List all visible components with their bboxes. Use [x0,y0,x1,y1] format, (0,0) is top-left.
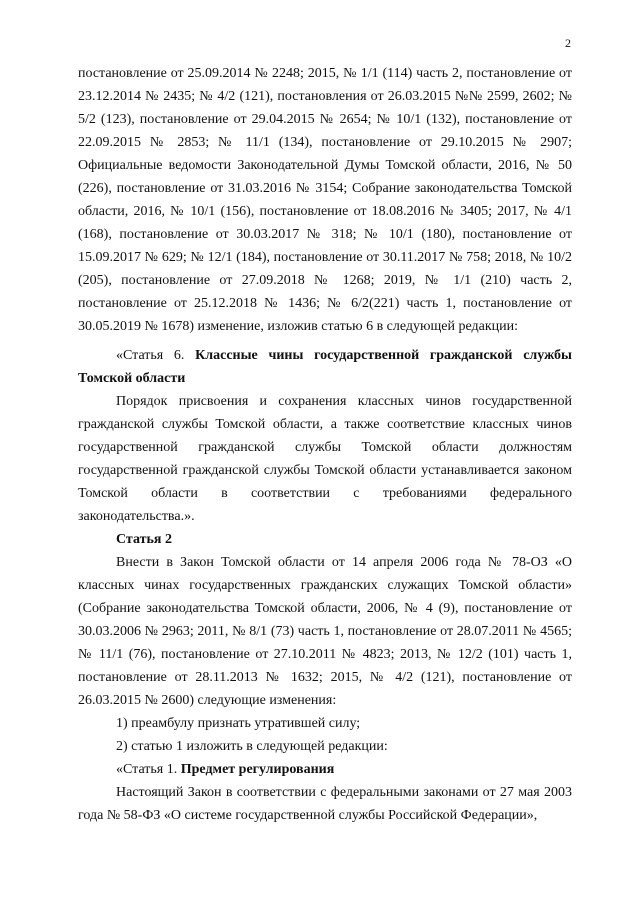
document-body [78,62,572,827]
article-6-title: Классные чины государственной гражданской службы Томской области [78,348,572,386]
article-1-prefix: «Статья 1. [116,762,181,777]
page-number: 2 [565,36,571,50]
paragraph-article-1-title [78,758,572,781]
paragraph-article-2-text: Внести в Закон Томской области от 14 апреля 2006 года № 78-ОЗ «О классных чинах государственных гражданских служащих Томской области» (Собрание законодательства Томской области, 2006, № 4 (9), постановление от 30.03.2006 № 2963; 2011, № 8/1 (73) часть 1, постановление от 28.07.2011 № 4565; № 11/1 (76), постановление от 27.10.2011 № 4823; 2013, № 12/2 (101) часть 1, постановление от 28.11.2013 № 1632; 2015, № 4/2 (121), постановление от 26.03.2015 № 2600) следующие изменения: [78,555,572,708]
article-6-prefix: «Статья 6. [116,348,196,363]
paragraph-item-1: 1) преамбулу признать утратившей силу; [116,716,361,731]
paragraph-article-1-text: Настоящий Закон в соответствии с федеральными законами от 27 мая 2003 года № 58-ФЗ «О системе государственной службы Российской Федерации», [78,785,572,823]
article-1-title: Предмет регулирования [180,762,335,777]
article-2-heading: Статья 2 [116,532,172,547]
paragraph-item-2: 2) статью 1 изложить в следующей редакции: [116,739,388,754]
paragraph-amendment-sources: постановление от 25.09.2014 № 2248; 2015, № 1/1 (114) часть 2, постановление от 23.12.2014 № 2435; № 4/2 (121), постановления от 26.03.2015 №№ 2599, 2602; № 5/2 (123), постановление от 29.04.2015 № 2654; № 10/1 (132), постановление от 22.09.2015 № 2853; № 11/1 (134), постановление от 29.10.2015 № 2907; Официальные ведомости Законодательной Думы Томской области, 2016, № 50 (226), постановление от 31.03.2016 № 3154; Собрание законодательства Томской области, 2016, № 10/1 (156), постановление от 18.08.2016 № 3405; 2017, № 4/1 (168), постановление от 30.03.2017 № 318; № 10/1 (180), постановление от 15.09.2017 № 629; № 12/1 (184), постановление от 30.11.2017 № 758; 2018, № 10/2 (205), постановление от 27.09.2018 № 1268; 2019, № 1/1 (210) часть 2, постановление от 25.12.2018 № 1436; № 6/2(221) часть 1, постановление от 30.05.2019 № 1678) изменение, изложив статью 6 в следующей редакции: [78,66,572,334]
paragraph-article-6-text: Порядок присвоения и сохранения классных чинов государственной гражданской службы Томской области, а также соответствие классных чинов государственной гражданской службы Томской области должностям государственной гражданской службы Томской области устанавливается законом Томской области в соответствии с требованиями федерального законодательства.». [78,394,572,524]
paragraph-article-6-title [78,344,572,390]
